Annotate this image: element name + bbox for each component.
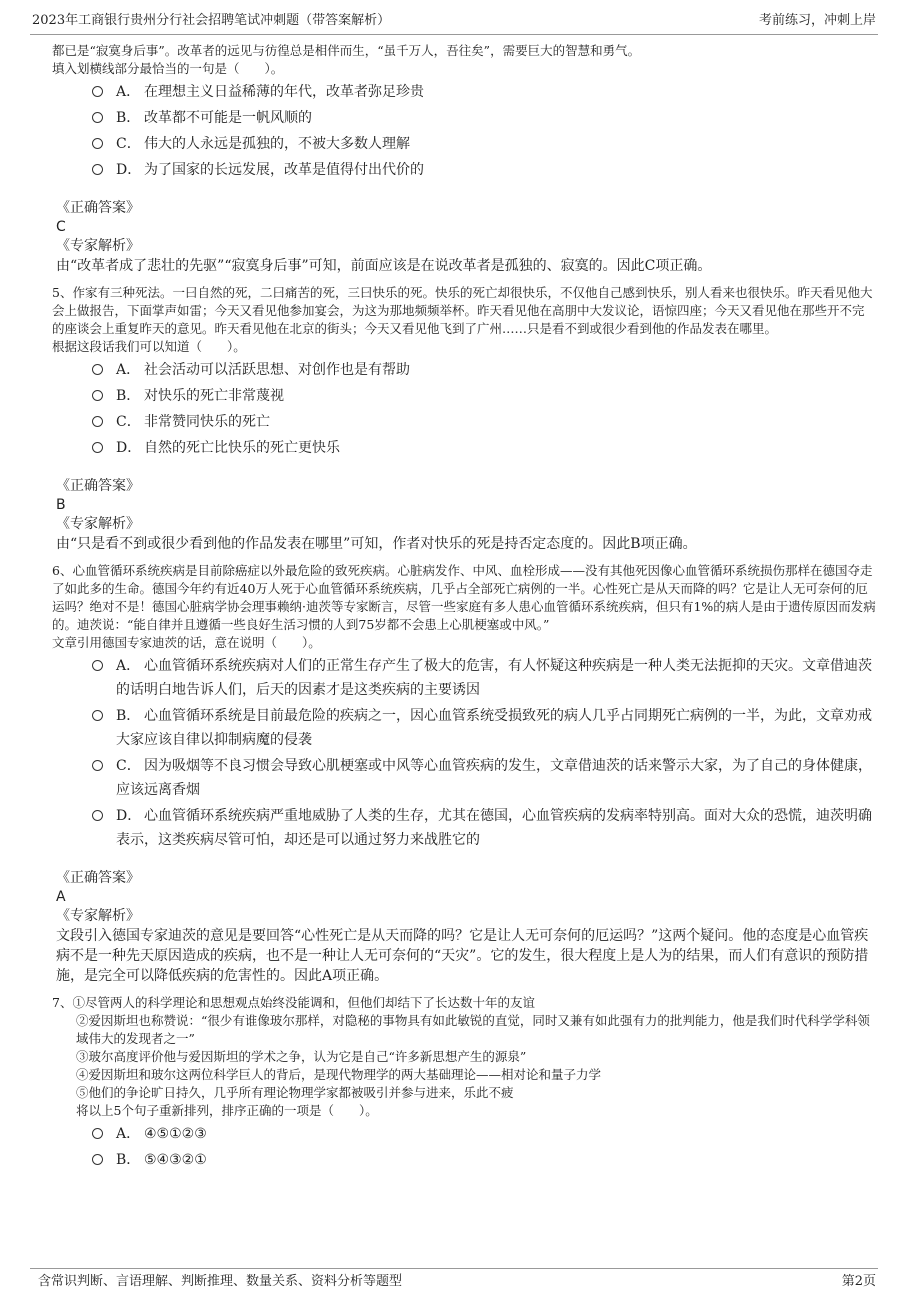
option-b[interactable] (92, 384, 876, 408)
option-text: 因为吸烟等不良习惯会导致心肌梗塞或中风等心血管疾病的发生，文章借迪茨的话来警示大家，为了自己的身体健康，应该远离香烟 (116, 758, 872, 798)
option-c[interactable] (92, 132, 876, 156)
question-6 (52, 562, 876, 986)
analysis-text: 文段引入德国专家迪茨的意见是要回答“心性死亡是从天而降的吗？它是让人无可奈何的厄运吗？”这两个疑问。他的态度是心血管疾病不是一种先天原因造成的疾病，也不是一种让人无可奈何的“天灾”。它的发生，很大程度上是人为的结果，而人们有意识的预防措施，是完全可以降低疾病的危害性的。因此A项正确。 (56, 928, 869, 984)
radio-icon[interactable] (92, 442, 103, 453)
page-footer (30, 1268, 878, 1293)
option-letter: B． (116, 110, 141, 126)
answer-label: 《正确答案》 (56, 200, 140, 216)
option-d[interactable] (92, 436, 876, 460)
question-prompt: 填入划横线部分最恰当的一句是（ ）。 (52, 61, 284, 76)
question-line-2: ②爱因斯坦也称赞说：“很少有谁像玻尔那样，对隐秘的事物具有如此敏锐的直觉，同时又兼有如此强有力的批判能力，他是我们时代科学学科领域伟大的发现者之一” (76, 1013, 870, 1046)
option-text: 为了国家的长远发展，改革是值得付出代价的 (144, 162, 424, 178)
option-text: 改革都不可能是一帆风顺的 (144, 110, 312, 126)
radio-icon[interactable] (92, 138, 103, 149)
option-b[interactable] (92, 704, 876, 752)
option-letter: C． (116, 414, 141, 430)
option-d[interactable] (92, 158, 876, 182)
option-letter: C． (116, 136, 141, 152)
option-text: 社会活动可以活跃思想、对创作也是有帮助 (144, 362, 410, 378)
question-prompt: 将以上5个句子重新排列，排序正确的一项是（ ）。 (76, 1103, 378, 1118)
answer-label: 《正确答案》 (56, 870, 140, 886)
question-line-5: ⑤他们的争论旷日持久，几乎所有理论物理学家都被吸引并参与进来，乐此不疲 (76, 1085, 514, 1100)
question-7 (52, 994, 876, 1172)
option-a[interactable] (92, 80, 876, 104)
option-letter: A． (116, 362, 141, 378)
option-letter: A． (116, 1126, 141, 1142)
question-line-3: ③玻尔高度评价他与爱因斯坦的学术之争，认为它是自己“许多新思想产生的源泉” (76, 1049, 527, 1064)
radio-icon[interactable] (92, 760, 103, 771)
correct-answer: B (56, 497, 66, 513)
option-text: 在理想主义日益稀薄的年代，改革者弥足珍贵 (144, 84, 424, 100)
correct-answer: C (56, 219, 66, 235)
option-text: 非常赞同快乐的死亡 (144, 414, 270, 430)
document-title: 2023年工商银行贵州分行社会招聘笔试冲刺题（带答案解析） (32, 13, 391, 28)
radio-icon[interactable] (92, 86, 103, 97)
option-letter: D． (116, 162, 142, 178)
option-b[interactable] (92, 106, 876, 130)
radio-icon[interactable] (92, 164, 103, 175)
option-letter: D． (116, 440, 142, 456)
option-letter: B． (116, 708, 141, 724)
radio-icon[interactable] (92, 364, 103, 375)
question-4 (52, 42, 876, 276)
option-letter: D． (116, 808, 142, 824)
radio-icon[interactable] (92, 112, 103, 123)
analysis-text: 由“改革者成了悲壮的先驱”“寂寞身后事”可知，前面应该是在说改革者是孤独的、寂寞的。因此C项正确。 (56, 258, 712, 274)
header-slogan: 考前练习，冲刺上岸 (758, 13, 876, 28)
analysis-label: 《专家解析》 (56, 908, 140, 924)
analysis-text: 由“只是看不到或很少看到他的作品发表在哪里”可知，作者对快乐的死是持否定态度的。因此B项正确。 (56, 536, 697, 552)
option-letter: A． (116, 84, 141, 100)
option-letter: A． (116, 658, 141, 674)
question-text: 5、作家有三种死法。一曰自然的死，二曰痛苦的死，三曰快乐的死。快乐的死亡却很快乐，不仅他自己感到快乐，别人看来也很快乐。昨天看见他大会上做报告，下面掌声如雷；今天又看见他参加宴会，为这为那地频频举杯。昨天看见他在高朋中大发议论，语惊四座；今天又看见他在那些开不完的座谈会上重复昨天的意见。昨天看见他在北京的街头；今天又看见他飞到了广州……只是看不到或很少看到他的作品发表在哪里。 (52, 285, 873, 336)
question-line-4: ④爱因斯坦和玻尔这两位科学巨人的背后，是现代物理学的两大基础理论——相对论和量子力学 (76, 1067, 602, 1082)
option-d[interactable] (92, 804, 876, 852)
option-c[interactable] (92, 410, 876, 434)
radio-icon[interactable] (92, 1154, 103, 1165)
answer-label: 《正确答案》 (56, 478, 140, 494)
radio-icon[interactable] (92, 390, 103, 401)
analysis-label: 《专家解析》 (56, 238, 140, 254)
page-content (52, 42, 876, 1172)
option-text: ⑤④③②① (144, 1152, 207, 1168)
option-c[interactable] (92, 754, 876, 802)
option-text: ④⑤①②③ (144, 1126, 207, 1142)
radio-icon[interactable] (92, 1128, 103, 1139)
correct-answer: A (56, 889, 66, 905)
option-letter: B． (116, 1152, 141, 1168)
footer-description: 含常识判断、言语理解、判断推理、数量关系、资料分析等题型 (38, 1274, 403, 1289)
option-letter: B． (116, 388, 141, 404)
option-text: 心血管循环系统疾病严重地威胁了人类的生存，尤其在德国，心血管疾病的发病率特别高。面对大众的恐慌，迪茨明确表示，这类疾病尽管可怕，却还是可以通过努力来战胜它的 (116, 808, 872, 848)
question-prompt: 文章引用德国专家迪茨的话，意在说明（ ）。 (52, 635, 321, 650)
option-text: 伟大的人永远是孤独的，不被大多数人理解 (144, 136, 410, 152)
question-text: 都已是“寂寞身后事”。改革者的远见与彷徨总是相伴而生，“虽千万人，吾往矣”，需要巨大的智慧和勇气。 (52, 43, 641, 58)
question-line-1: 7、①尽管两人的科学理论和思想观点始终没能调和，但他们却结下了长达数十年的友谊 (52, 995, 535, 1010)
option-b[interactable] (92, 1148, 876, 1172)
option-a[interactable] (92, 1122, 876, 1146)
option-a[interactable] (92, 358, 876, 382)
analysis-label: 《专家解析》 (56, 516, 140, 532)
question-5 (52, 284, 876, 554)
option-letter: C． (116, 758, 141, 774)
option-text: 心血管循环系统疾病对人们的正常生存产生了极大的危害，有人怀疑这种疾病是一种人类无法扼抑的天灾。文章借迪茨的话明白地告诉人们，后天的因素才是这类疾病的主要诱因 (116, 658, 872, 698)
page-header (30, 10, 878, 35)
radio-icon[interactable] (92, 660, 103, 671)
radio-icon[interactable] (92, 416, 103, 427)
option-text: 心血管循环系统是目前最危险的疾病之一，因心血管系统受损致死的病人几乎占同期死亡病例的一半，为此，文章劝戒大家应该自律以抑制病魔的侵袭 (116, 708, 872, 748)
option-text: 自然的死亡比快乐的死亡更快乐 (144, 440, 340, 456)
option-text: 对快乐的死亡非常蔑视 (144, 388, 284, 404)
question-text: 6、心血管循环系统疾病是目前除癌症以外最危险的致死疾病。心脏病发作、中风、血栓形成——没有其他死因像心血管循环系统损伤那样在德国夺走了如此多的生命。德国今年约有近40万人死于心血管循环系统疾病，几乎占全部死亡病例的一半。心性死亡是从天而降的吗？它是让人无可奈何的厄运吗？绝对不是！德国心脏病学协会理事赖纳·迪茨等专家断言，尽管一些家庭有多人患心血管循环系统疾病，但只有1%的病人是由于遗传原因而发病的。迪茨说：“能自律并且遵循一些良好生活习惯的人到75岁都不会患上心肌梗塞或中风。” (52, 563, 876, 632)
radio-icon[interactable] (92, 710, 103, 721)
page-number: 第2页 (841, 1274, 876, 1289)
option-a[interactable] (92, 654, 876, 702)
question-prompt: 根据这段话我们可以知道（ ）。 (52, 339, 246, 354)
radio-icon[interactable] (92, 810, 103, 821)
